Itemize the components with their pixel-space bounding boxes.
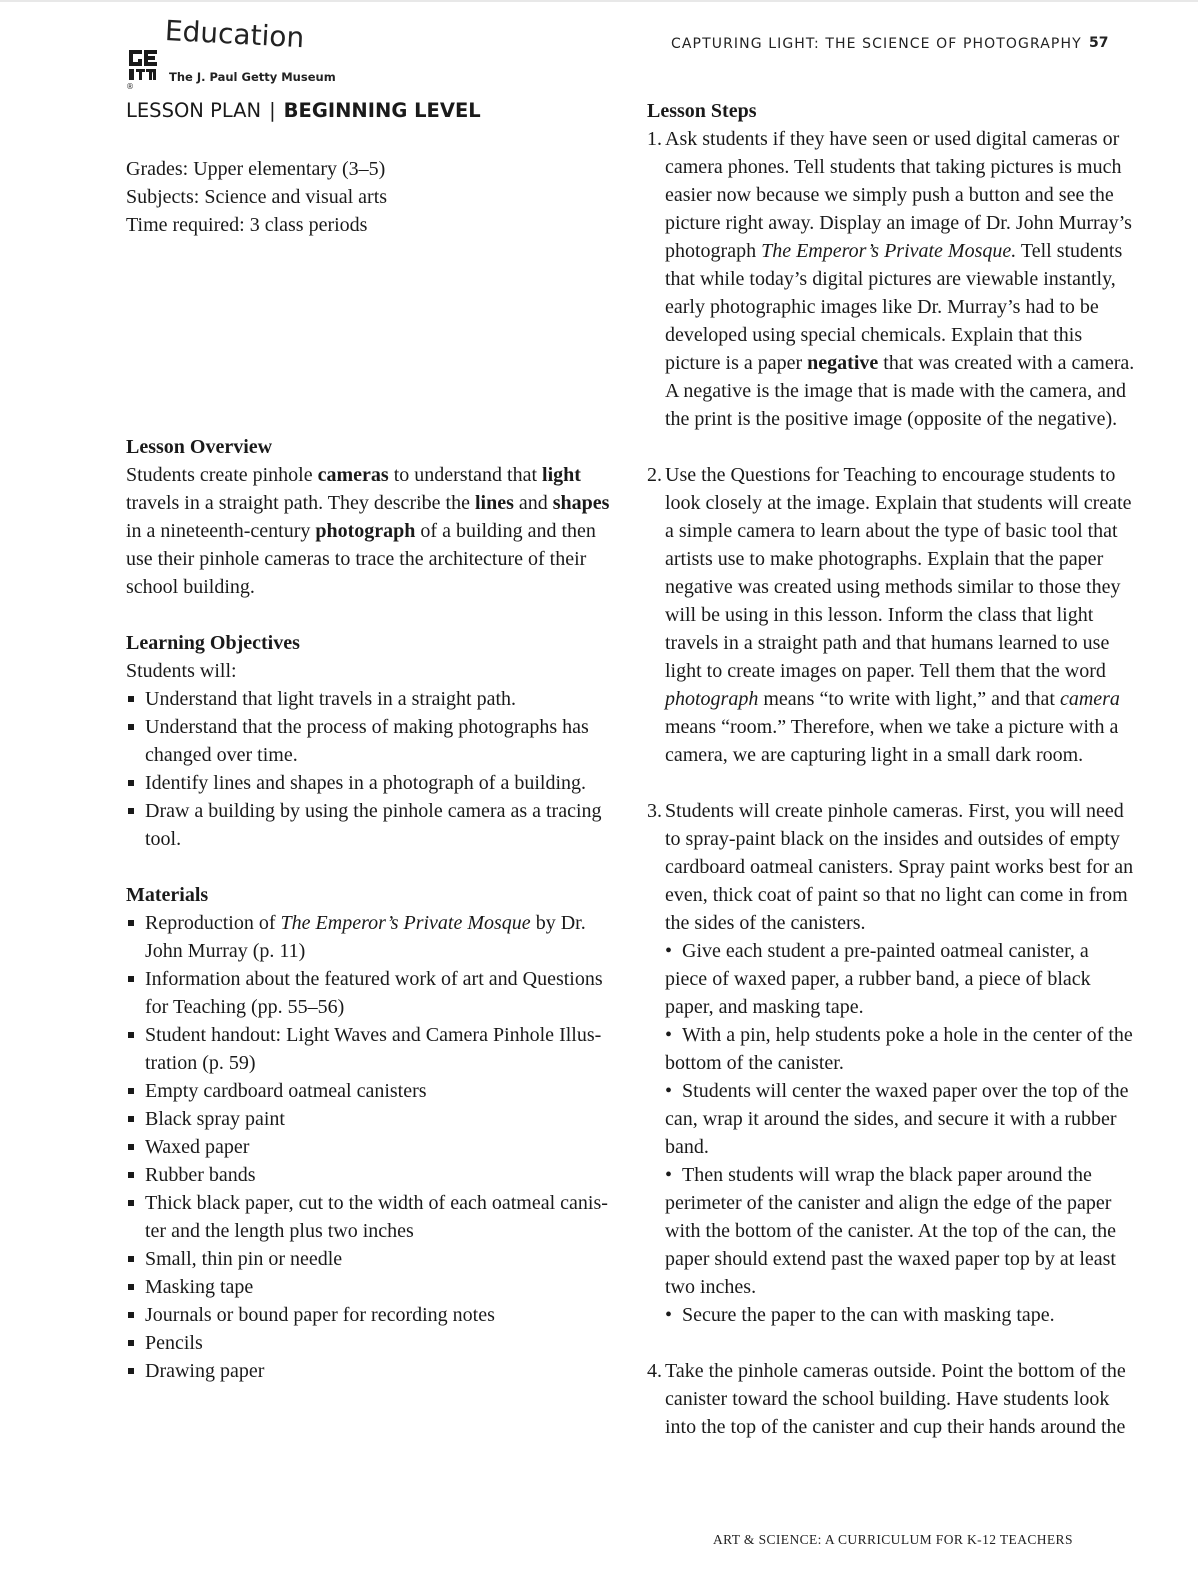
step-number: 2. — [647, 464, 662, 486]
heading-separator: | — [269, 99, 276, 122]
bullet-mark: • — [665, 1304, 673, 1326]
substep-text: Then students will wrap the black paper around the perimeter of the canister and align the edge of the paper with the bottom of the canister. At the top of the can, the paper should extend past the waxed paper top by at least two inches. — [665, 1164, 1117, 1298]
substep-bullet — [665, 1161, 1135, 1301]
objectives-intro: Students will: — [126, 660, 237, 682]
list-item: Drawing paper — [126, 1357, 616, 1385]
substep-text: Secure the paper to the can with masking tape. — [682, 1304, 1055, 1326]
registered-mark: ® — [126, 82, 134, 91]
step-text: Take the pinhole cameras outside. Point the bottom of the canister toward the school building. Have students look into the top of the canister and cup their hands around the — [665, 1360, 1126, 1438]
overview-text: in a nineteenth-century — [126, 520, 316, 542]
step-text: that was created with a camera. A negative is the image that is made with the camera, and the print is the positive image (opposite of the negative). — [665, 352, 1135, 430]
list-item: Thick black paper, cut to the width of each oatmeal canis-ter and the length plus two inches — [126, 1189, 616, 1245]
education-wordmark: Education — [164, 14, 306, 55]
list-item — [126, 909, 616, 965]
substep-text: Give each student a pre-painted oatmeal canister, a piece of waxed paper, a rubber band, a piece of black paper, and masking tape. — [665, 940, 1091, 1018]
getty-logo-icon — [127, 48, 159, 82]
overview-heading: Lesson Overview — [126, 436, 273, 458]
list-item: Student handout: Light Waves and Camera Pinhole Illus-tration (p. 59) — [126, 1021, 616, 1077]
list-item: Understand that the process of making photographs has changed over time. — [126, 713, 616, 769]
substep-bullet — [665, 1021, 1135, 1077]
overview-text: of a building and then use their pinhole cameras to trace the architecture of their school building. — [126, 520, 596, 598]
objectives-heading: Learning Objectives — [126, 632, 300, 654]
bullet-mark: • — [665, 1164, 673, 1186]
overview-text: Students create pinhole — [126, 464, 318, 486]
lesson-meta — [126, 155, 606, 239]
left-column — [126, 433, 616, 1385]
list-item: Identify lines and shapes in a photograph of a building. — [126, 769, 616, 797]
step-text: Ask students if they have seen or used digital cameras or camera phones. Tell students that taking pictures is much easier now because we simply push a button and see the picture right away. Display an image of Dr. John Murray’s photograph — [665, 128, 1132, 262]
list-item: Masking tape — [126, 1273, 616, 1301]
substep-bullet — [665, 1077, 1135, 1161]
step-text: Use the Questions for Teaching to encourage students to look closely at the image. Explain that students will create a simple camera to learn about the type of basic tool that artists use to make photographs. Explain that the paper negative was created using methods similar to those they will be using in this lesson. Inform the class that light travels in a straight path and that humans learned to use light to create images on paper. Tell them that the word — [665, 464, 1132, 682]
step-2 — [647, 461, 1135, 769]
step-4 — [647, 1357, 1135, 1441]
running-head: CAPTURING LIGHT: THE SCIENCE OF PHOTOGRAPHY — [671, 36, 1082, 52]
page-footer: ART & SCIENCE: A CURRICULUM FOR K-12 TEACHERS — [713, 1532, 1073, 1547]
list-item: Journals or bound paper for recording notes — [126, 1301, 616, 1329]
list-item: Empty cardboard oatmeal canisters — [126, 1077, 616, 1105]
page-number: 57 — [1089, 35, 1109, 51]
grades-line: Grades: Upper elementary (3–5) — [126, 158, 386, 180]
museum-name: The J. Paul Getty Museum — [169, 70, 336, 84]
artwork-title: The Emperor’s Private Mosque. — [761, 240, 1017, 262]
overview-text: and — [513, 492, 553, 514]
list-item: Pencils — [126, 1329, 616, 1357]
overview-paragraph — [126, 461, 616, 601]
lesson-level: BEGINNING LEVEL — [283, 99, 481, 122]
list-item: Information about the featured work of art and Questions for Teaching (pp. 55–56) — [126, 965, 616, 1021]
substep-bullet — [665, 937, 1135, 1021]
step-number: 4. — [647, 1360, 662, 1382]
list-item: Draw a building by using the pinhole camera as a tracing tool. — [126, 797, 616, 853]
step-term: photograph — [665, 688, 759, 710]
time-line: Time required: 3 class periods — [126, 214, 368, 236]
lesson-plan-heading — [126, 99, 481, 122]
substep-text: With a pin, help students poke a hole in the center of the bottom of the canister. — [665, 1024, 1133, 1074]
step-text: means “to write with light,” and that — [758, 688, 1060, 710]
list-item: Rubber bands — [126, 1161, 616, 1189]
overview-term: photograph — [315, 520, 416, 542]
step-text: Tell students that while today’s digital pictures are viewable instantly, early photographic images like Dr. Murray’s had to be developed using special chemicals. Explain that this picture is a paper — [665, 240, 1123, 374]
step-number: 3. — [647, 800, 662, 822]
step-text: means “room.” Therefore, when we take a picture with a camera, we are capturing light in a small dark room. — [665, 716, 1119, 766]
materials-heading: Materials — [126, 884, 209, 906]
bullet-mark: • — [665, 1024, 673, 1046]
list-item: Small, thin pin or needle — [126, 1245, 616, 1273]
material-text: Reproduction of — [145, 912, 281, 934]
overview-text: travels in a straight path. They describe the — [126, 492, 475, 514]
step-number: 1. — [647, 128, 662, 150]
top-rule — [0, 0, 1198, 2]
objectives-list — [126, 685, 616, 853]
overview-term: shapes — [552, 492, 610, 514]
overview-term: light — [542, 464, 581, 486]
artwork-title: The Emperor’s Private Mosque — [280, 912, 531, 934]
subjects-line: Subjects: Science and visual arts — [126, 186, 388, 208]
overview-term: cameras — [317, 464, 389, 486]
overview-text: to understand that — [388, 464, 543, 486]
bullet-mark: • — [665, 1080, 673, 1102]
bullet-mark: • — [665, 940, 673, 962]
list-item: Waxed paper — [126, 1133, 616, 1161]
right-column — [647, 97, 1135, 1441]
substep-text: Students will center the waxed paper over the top of the can, wrap it around the sides, and secure it with a rubber band. — [665, 1080, 1129, 1158]
material-text: by Dr. John Murray (p. 11) — [145, 912, 586, 962]
step-text: Students will create pinhole cameras. First, you will need to spray-paint black on the insides and outsides of empty cardboard oatmeal canisters. Spray paint works best for an even, thick coat of paint so that no light can come in from the sides of the canisters. — [665, 800, 1134, 934]
step-term: negative — [807, 352, 879, 374]
step-3 — [647, 797, 1135, 1329]
step-1 — [647, 125, 1135, 433]
substep-bullet — [665, 1301, 1135, 1329]
step-term: camera — [1059, 688, 1120, 710]
materials-list — [126, 909, 616, 1385]
overview-term: lines — [474, 492, 514, 514]
list-item: Understand that light travels in a straight path. — [126, 685, 616, 713]
steps-list — [647, 125, 1135, 1441]
steps-heading: Lesson Steps — [647, 100, 757, 122]
lesson-plan-label: LESSON PLAN — [126, 99, 262, 122]
list-item: Black spray paint — [126, 1105, 616, 1133]
